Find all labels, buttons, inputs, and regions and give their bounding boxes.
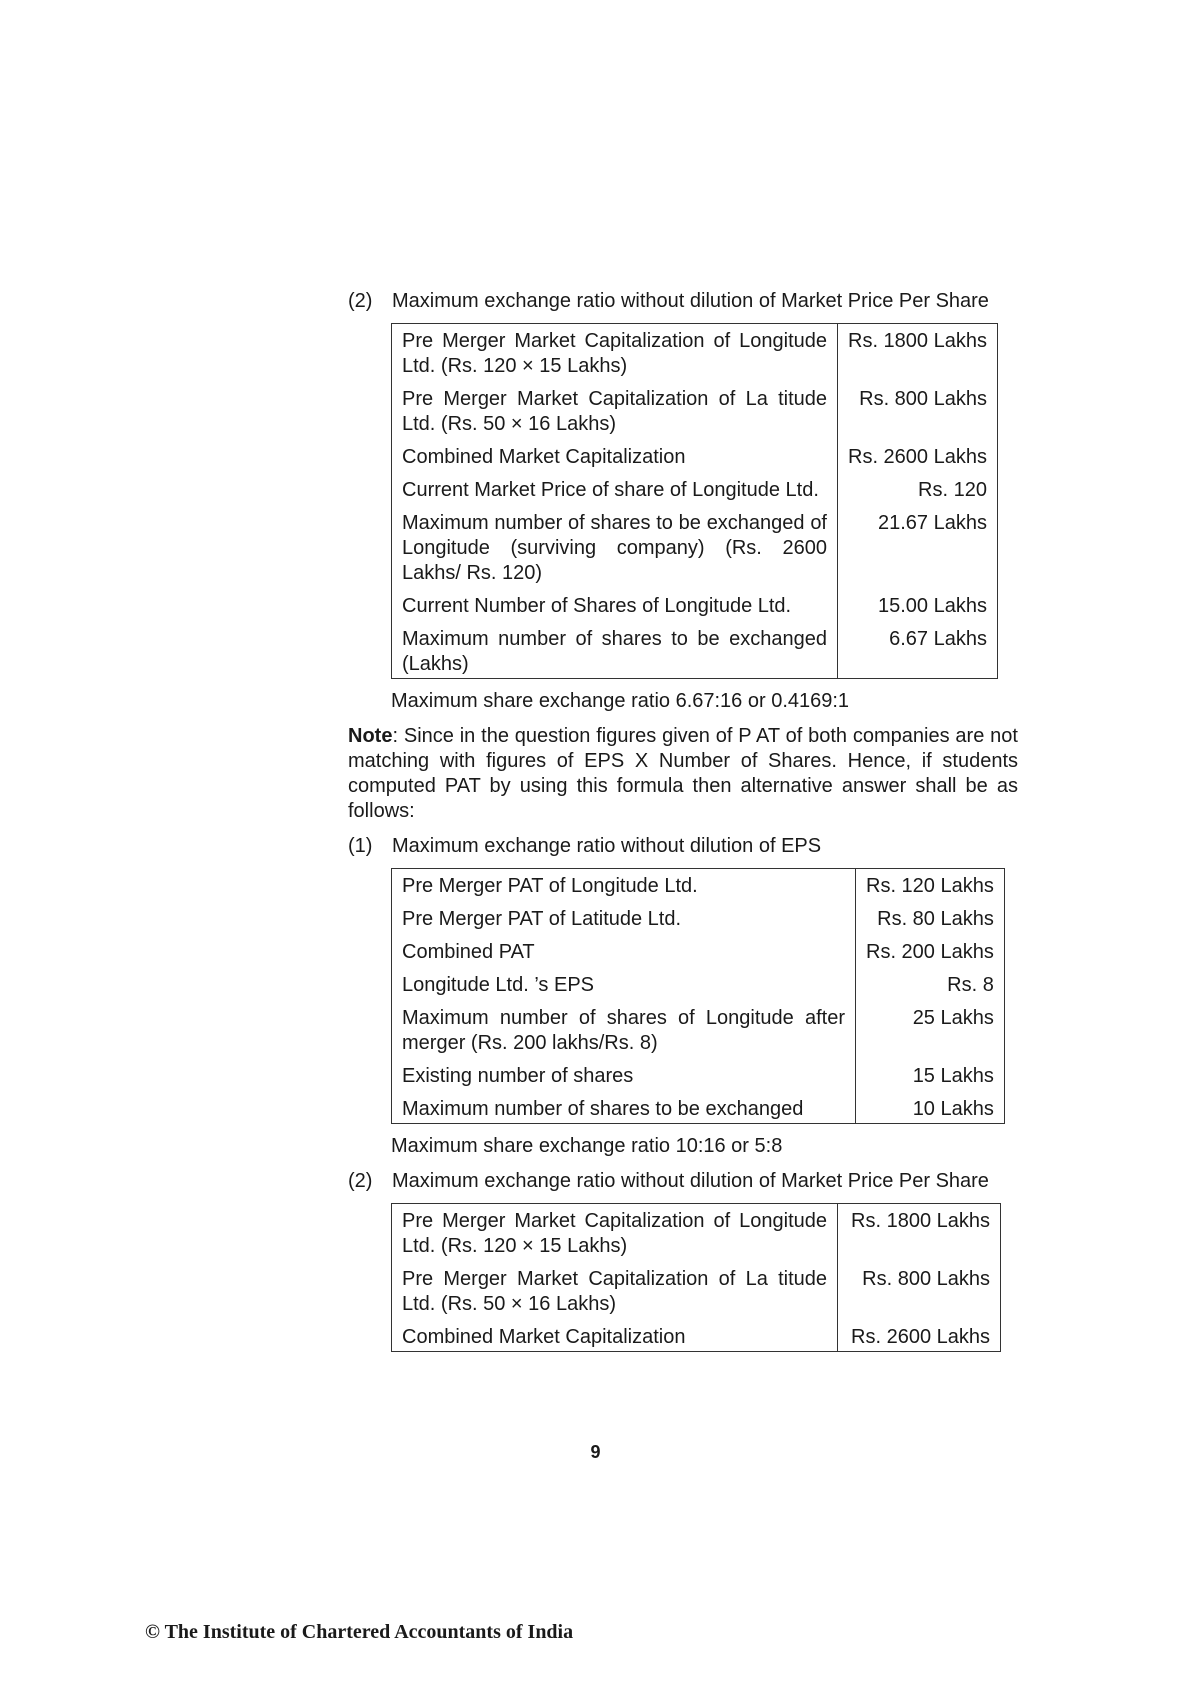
note-label: Note (348, 725, 393, 747)
row-value: 10 Lakhs (856, 1093, 1005, 1124)
section-number: (2) (348, 1170, 373, 1192)
row-label: Combined PAT (392, 936, 856, 969)
row-value: Rs. 2600 Lakhs (838, 441, 998, 474)
row-value: Rs. 800 Lakhs (838, 383, 998, 441)
table-row (392, 1321, 1001, 1352)
row-label: Pre Merger Market Capitalization of Longitude Ltd. (Rs. 120 × 15 Lakhs) (392, 1204, 838, 1264)
table-row (392, 936, 1005, 969)
row-value: Rs. 200 Lakhs (856, 936, 1005, 969)
note-paragraph (348, 724, 1018, 824)
section-number: (1) (348, 835, 373, 857)
table-row (392, 1263, 1001, 1321)
market-cap-table (391, 323, 998, 679)
table-row (392, 441, 998, 474)
row-label: Longitude Ltd. ’s EPS (392, 969, 856, 1002)
section-heading-eps (348, 834, 1018, 859)
row-label: Current Market Price of share of Longitude Ltd. (392, 474, 838, 507)
row-value: 21.67 Lakhs (838, 507, 998, 590)
row-label: Pre Merger PAT of Longitude Ltd. (392, 869, 856, 904)
row-label: Maximum number of shares to be exchanged (Lakhs) (392, 623, 838, 679)
market-cap-table-alt (391, 1203, 1001, 1352)
row-value: 15 Lakhs (856, 1060, 1005, 1093)
table-row (392, 507, 998, 590)
row-label: Current Number of Shares of Longitude Ltd. (392, 590, 838, 623)
row-label: Pre Merger Market Capitalization of La titude Ltd. (Rs. 50 × 16 Lakhs) (392, 383, 838, 441)
table-row (392, 474, 998, 507)
row-value: 25 Lakhs (856, 1002, 1005, 1060)
section-title: Maximum exchange ratio without dilution of EPS (392, 835, 822, 857)
table-row (392, 903, 1005, 936)
row-value: Rs. 1800 Lakhs (838, 324, 998, 384)
table-row (392, 1060, 1005, 1093)
table-row (392, 1204, 1001, 1264)
row-label: Pre Merger PAT of Latitude Ltd. (392, 903, 856, 936)
exchange-ratio-text: Maximum share exchange ratio 10:16 or 5:8 (391, 1135, 783, 1157)
table-row (392, 623, 998, 679)
row-value: Rs. 800 Lakhs (838, 1263, 1001, 1321)
section-heading-mpps-alt (348, 1169, 1018, 1194)
table-row (392, 1002, 1005, 1060)
table-row (392, 969, 1005, 1002)
table-row (392, 1093, 1005, 1124)
row-label: Maximum number of shares to be exchanged (392, 1093, 856, 1124)
row-label: Combined Market Capitalization (392, 441, 838, 474)
section-heading-mpps (348, 289, 1018, 314)
row-label: Pre Merger Market Capitalization of La titude Ltd. (Rs. 50 × 16 Lakhs) (392, 1263, 838, 1321)
section-number: (2) (348, 290, 373, 312)
table-row (392, 383, 998, 441)
row-label: Maximum number of shares to be exchanged of Longitude (surviving company) (Rs. 2600 Lakhs/ Rs. 120) (392, 507, 838, 590)
eps-table (391, 868, 1005, 1124)
table-row (392, 324, 998, 384)
row-value: Rs. 2600 Lakhs (838, 1321, 1001, 1352)
row-label: Pre Merger Market Capitalization of Longitude Ltd. (Rs. 120 × 15 Lakhs) (392, 324, 838, 384)
row-value: Rs. 120 (838, 474, 998, 507)
table-row (392, 590, 998, 623)
row-value: Rs. 8 (856, 969, 1005, 1002)
page-number: 9 (590, 1442, 601, 1462)
row-label: Existing number of shares (392, 1060, 856, 1093)
row-value: Rs. 120 Lakhs (856, 869, 1005, 904)
footer-copyright: © The Institute of Chartered Accountants of India (145, 1621, 574, 1643)
row-value: Rs. 1800 Lakhs (838, 1204, 1001, 1264)
row-value: 15.00 Lakhs (838, 590, 998, 623)
section-title: Maximum exchange ratio without dilution of Market Price Per Share (392, 290, 989, 312)
row-label: Maximum number of shares of Longitude after merger (Rs. 200 lakhs/Rs. 8) (392, 1002, 856, 1060)
exchange-ratio-text: Maximum share exchange ratio 6.67:16 or 0.4169:1 (391, 690, 850, 712)
page-content (348, 289, 1018, 1352)
row-value: Rs. 80 Lakhs (856, 903, 1005, 936)
row-label: Combined Market Capitalization (392, 1321, 838, 1352)
table-row (392, 869, 1005, 904)
note-text: : Since in the question figures given of P AT of both companies are not matching with figures of EPS X Number of Shares. Hence, if students computed PAT by using this formula then alternative answer shall be as follows: (348, 725, 1018, 822)
section-title: Maximum exchange ratio without dilution of Market Price Per Share (392, 1170, 989, 1192)
row-value: 6.67 Lakhs (838, 623, 998, 679)
